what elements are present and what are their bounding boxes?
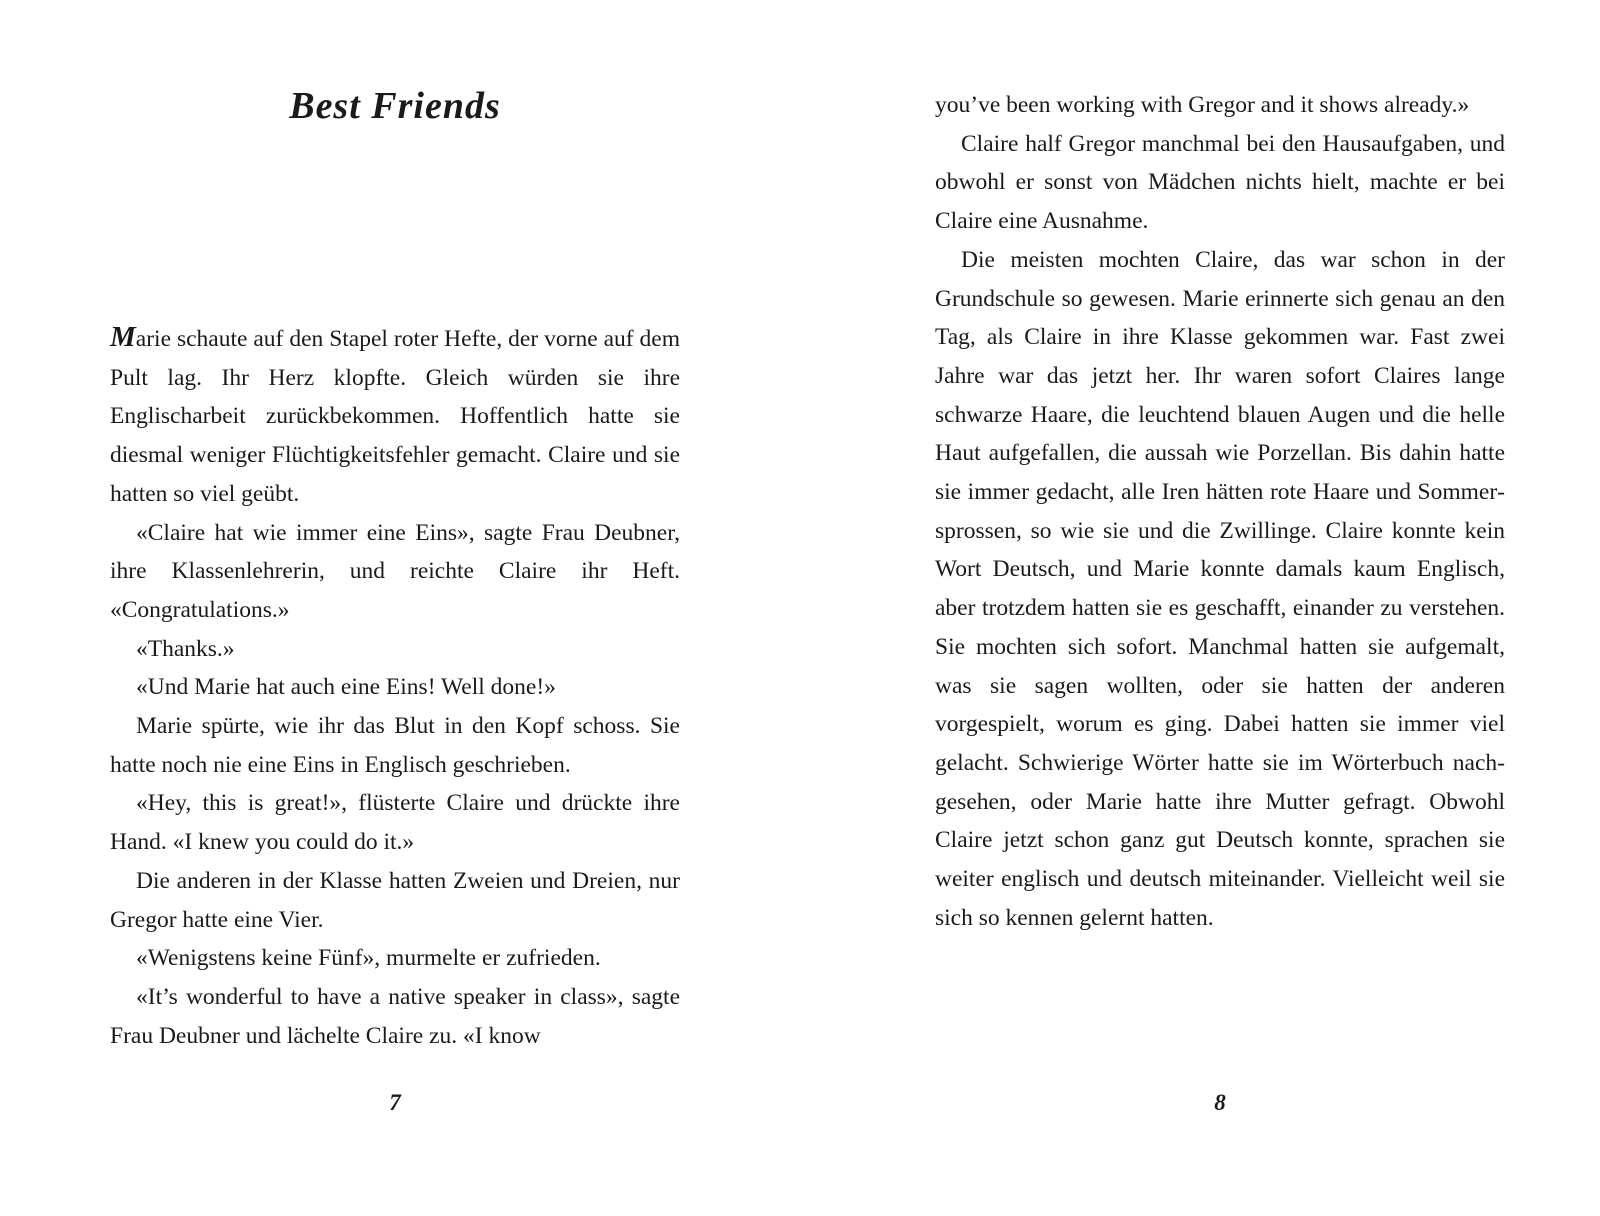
paragraph: Marie spürte, wie ihr das Blut in den Kopf schoss. Sie hatte noch nie eine Eins in Englisch geschrieben. bbox=[110, 713, 680, 778]
continued-paragraph: you’ve been working with Gregor and it shows already.» bbox=[935, 92, 1470, 118]
right-page bbox=[935, 0, 1505, 1216]
paragraph: «Hey, this is great!», flüsterte Claire und drückte ihre Hand. «I knew you could do it.» bbox=[110, 790, 680, 856]
paragraph: «Und Marie hat auch eine Eins! Well done!» bbox=[136, 674, 556, 701]
right-page-body bbox=[935, 86, 1505, 937]
page-number: 8 bbox=[1214, 1090, 1226, 1115]
paragraph: «Thanks.» bbox=[136, 635, 235, 662]
first-paragraph bbox=[110, 318, 680, 514]
drop-cap: M bbox=[110, 321, 136, 353]
paragraph: Die meisten mochten Claire, das war schon in der Grundschule so gewesen. Marie erinnerte sich genau an den Tag, als Claire in ihre Klasse gekommen war. Fast zwei Jahre war das jetzt her. Ihr waren sofort Claires lange schwarze Haare, die leuchtend blauen Augen und die helle Haut aufgefallen, die aussah wie Porzellan. Bis dahin hatte sie immer gedacht, alle Iren hätten rote Haare und Sommersprossen, so wie sie und die Zwillinge. Claire konnte kein Wort Deutsch, und Marie konnte damals kaum Englisch, aber trotzdem hatten sie es geschafft, einander zu verstehen. Sie mochten sich sofort. Manchmal hatten sie aufgemalt, was sie sagen wollten, oder sie hatten der anderen vorgespielt, worum es ging. Dabei hatten sie immer viel gelacht. Schwierige Wörter hatte sie im Wörterbuch nachgesehen, oder Marie hatte ihre Mutter gefragt. Obwohl Claire jetzt schon ganz gut Deutsch konnte, sprachen sie weiter englisch und deutsch miteinander. Vielleicht weil sie sich so kennen gelernt hatten. bbox=[935, 246, 1505, 931]
chapter-title: Best Friends bbox=[289, 85, 501, 127]
left-page-body bbox=[110, 318, 680, 1055]
paragraph: Claire half Gregor manchmal bei den Hausaufgaben, und obwohl er sonst von Mädchen nichts hielt, machte er bei Claire eine Ausnahme. bbox=[935, 130, 1505, 235]
paragraph: «Wenigstens keine Fünf», murmelte er zufrieden. bbox=[136, 945, 601, 972]
first-paragraph-text: arie schaute auf den Stapel roter Hefte, der vorne auf dem Pult lag. Ihr Herz klopfte. Gleich würden sie ihre Englischarbeit zurückbekommen. Hoffentlich hatte sie diesmal weniger Flüchtigkeitsfehler gemacht. Claire und sie hatten so viel geübt. bbox=[110, 326, 680, 507]
paragraph: «Claire hat wie immer eine Eins», sagte Frau Deubner, ihre Klassenlehrerin, und reichte Claire ihr Heft. «Congratulations.» bbox=[110, 519, 680, 623]
left-page bbox=[110, 0, 680, 1216]
page-number: 7 bbox=[389, 1090, 401, 1115]
paragraph: «It’s wonderful to have a native speaker in class», sagte Frau Deubner und lächelte Claire zu. «I know bbox=[110, 983, 680, 1049]
paragraph: Die anderen in der Klasse hatten Zweien und Dreien, nur Gregor hatte eine Vier. bbox=[110, 867, 680, 933]
